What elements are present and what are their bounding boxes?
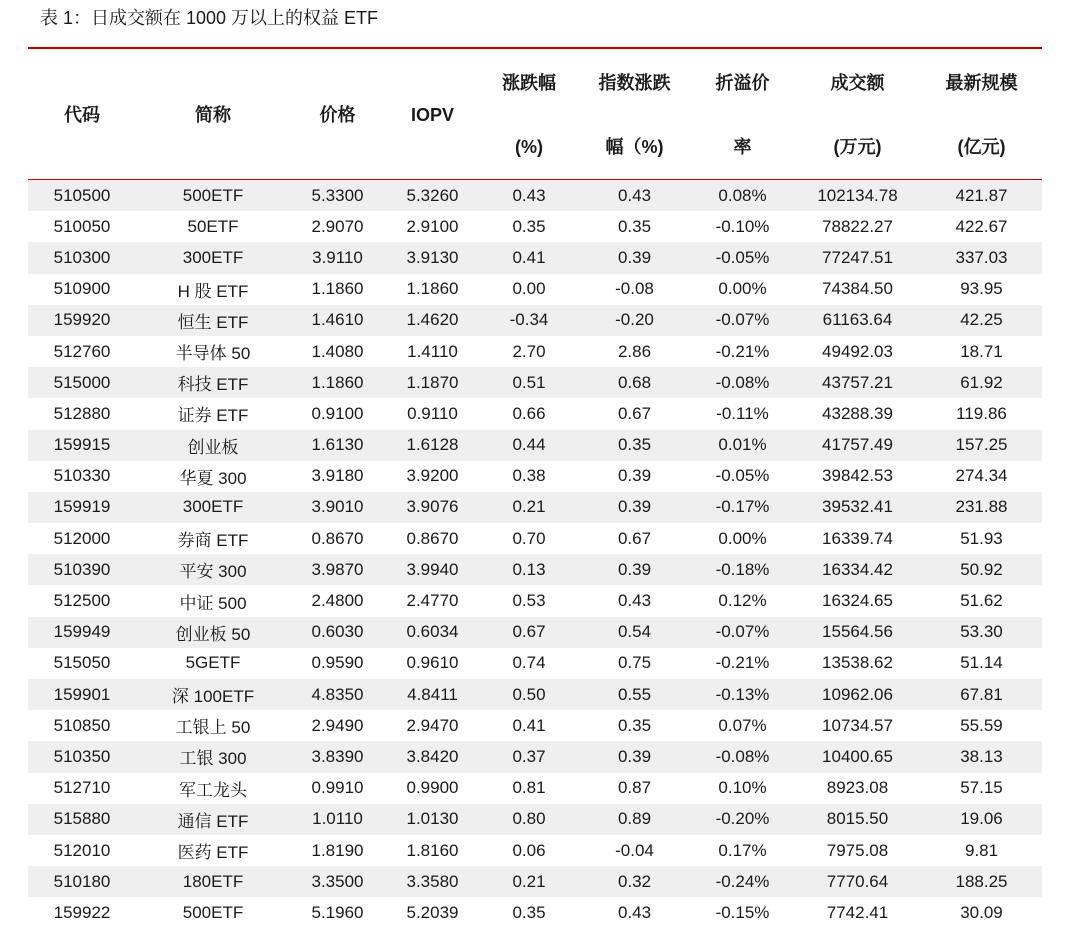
cell-price: 3.9110 xyxy=(290,242,385,273)
cell-index-change: 0.39 xyxy=(578,554,691,585)
header-turnover-line2: (万元) xyxy=(833,136,882,157)
table-row xyxy=(28,305,1042,336)
cell-name: 券商 ETF xyxy=(177,531,249,551)
cell-price: 3.9010 xyxy=(290,492,385,523)
cell-index-change: 2.86 xyxy=(617,341,652,361)
cell-premium: -0.17% xyxy=(691,492,794,523)
header-index-change xyxy=(578,50,691,180)
cell-premium: 0.12% xyxy=(718,591,767,611)
cell-change: 0.50 xyxy=(480,679,578,710)
cell-price: 3.9870 xyxy=(290,554,385,585)
cell-change: 0.21 xyxy=(480,492,578,523)
header-premium-line2: 率 xyxy=(733,136,752,157)
table-row xyxy=(28,242,1042,273)
cell-premium: -0.20% xyxy=(691,804,794,835)
header-size-line1: 最新规模 xyxy=(945,72,1018,93)
cell-iopv: 4.8411 xyxy=(385,679,480,710)
cell-turnover: 74384.50 xyxy=(822,279,893,299)
cell-premium: -0.18% xyxy=(691,554,794,585)
cell-turnover: 39532.41 xyxy=(794,492,921,523)
table-row xyxy=(28,897,1042,928)
cell-name: 300ETF xyxy=(136,242,290,273)
table-row xyxy=(28,211,1042,242)
cell-size: 50.92 xyxy=(921,554,1042,585)
cell-size: 157.25 xyxy=(921,430,1042,461)
cell-change: 0.13 xyxy=(480,554,578,585)
cell-name: 180ETF xyxy=(136,866,290,897)
cell-change: 0.06 xyxy=(512,840,546,860)
cell-change: 0.74 xyxy=(512,653,546,673)
header-index-change-line1: 指数涨跌 xyxy=(598,72,671,93)
cell-iopv: 0.6034 xyxy=(385,617,480,648)
cell-price: 3.9180 xyxy=(311,466,364,486)
cell-code: 512010 xyxy=(53,840,111,860)
cell-name: 创业板 50 xyxy=(136,617,290,648)
cell-size: 53.30 xyxy=(921,617,1042,648)
cell-name: 医药 ETF xyxy=(177,843,249,863)
header-row xyxy=(28,50,1042,180)
cell-name: 500ETF xyxy=(136,180,290,212)
cell-iopv: 3.8420 xyxy=(385,741,480,772)
cell-turnover: 10400.65 xyxy=(794,741,921,772)
cell-turnover: 7770.64 xyxy=(794,866,921,897)
cell-turnover: 77247.51 xyxy=(794,242,921,273)
table-row xyxy=(28,430,1042,461)
cell-price: 2.9490 xyxy=(311,715,364,735)
cell-code: 159915 xyxy=(28,430,136,461)
cell-iopv: 5.2039 xyxy=(406,902,459,922)
cell-premium: -0.05% xyxy=(715,466,770,486)
cell-code: 515880 xyxy=(28,804,136,835)
cell-change: 0.43 xyxy=(480,180,578,212)
cell-iopv: 1.6128 xyxy=(385,430,480,461)
cell-size: 55.59 xyxy=(960,715,1003,735)
table-row xyxy=(28,180,1042,212)
cell-price: 3.3500 xyxy=(290,866,385,897)
cell-change: 0.67 xyxy=(480,617,578,648)
cell-premium: 0.00% xyxy=(718,279,767,299)
cell-price: 2.4800 xyxy=(311,591,364,611)
cell-code: 510500 xyxy=(28,180,136,212)
table-row xyxy=(28,398,1042,429)
cell-code: 510180 xyxy=(28,866,136,897)
cell-code: 510300 xyxy=(28,242,136,273)
cell-index-change: 0.35 xyxy=(617,216,652,236)
cell-price: 1.4610 xyxy=(290,305,385,336)
cell-change: 0.80 xyxy=(480,804,578,835)
cell-index-change: -0.08 xyxy=(615,279,654,299)
cell-price: 4.8350 xyxy=(290,679,385,710)
cell-size: 61.92 xyxy=(921,367,1042,398)
cell-index-change: -0.20 xyxy=(578,305,691,336)
cell-code: 510330 xyxy=(53,466,111,486)
cell-turnover: 43757.21 xyxy=(794,367,921,398)
cell-iopv: 3.9130 xyxy=(385,242,480,273)
table-row xyxy=(28,648,1042,679)
cell-name: H 股 ETF xyxy=(177,281,249,301)
cell-code: 159922 xyxy=(53,902,111,922)
cell-change: 0.38 xyxy=(512,466,546,486)
cell-name: 半导体 50 xyxy=(175,344,251,364)
cell-turnover: 10962.06 xyxy=(794,679,921,710)
cell-premium: 0.10% xyxy=(718,778,767,798)
cell-size: 9.81 xyxy=(964,840,999,860)
cell-index-change: 0.39 xyxy=(617,466,652,486)
cell-turnover: 41757.49 xyxy=(794,430,921,461)
cell-turnover: 15564.56 xyxy=(794,617,921,648)
cell-premium: 0.01% xyxy=(691,430,794,461)
table-row xyxy=(28,679,1042,710)
header-size xyxy=(921,50,1042,180)
cell-price: 0.9100 xyxy=(311,403,364,423)
cell-premium: -0.10% xyxy=(715,216,770,236)
table-row xyxy=(28,585,1042,616)
cell-index-change: 0.35 xyxy=(617,715,652,735)
cell-size: 422.67 xyxy=(955,216,1008,236)
cell-turnover: 49492.03 xyxy=(822,341,893,361)
top-rule xyxy=(28,47,1042,49)
cell-turnover: 78822.27 xyxy=(822,216,893,236)
cell-premium: -0.24% xyxy=(691,866,794,897)
cell-name: 500ETF xyxy=(182,902,244,922)
cell-iopv: 1.1860 xyxy=(406,279,459,299)
cell-turnover: 61163.64 xyxy=(794,305,921,336)
header-iopv-label: IOPV xyxy=(410,104,454,125)
table-row xyxy=(28,773,1042,804)
cell-change: 0.44 xyxy=(480,430,578,461)
cell-turnover: 7975.08 xyxy=(826,840,889,860)
cell-premium: -0.05% xyxy=(691,242,794,273)
cell-iopv: 3.9940 xyxy=(385,554,480,585)
cell-premium: 0.08% xyxy=(691,180,794,212)
cell-name: 军工龙头 xyxy=(179,780,247,800)
cell-index-change: 0.39 xyxy=(578,492,691,523)
cell-code: 515000 xyxy=(28,367,136,398)
table-row xyxy=(28,274,1042,305)
cell-change: 2.70 xyxy=(512,341,546,361)
cell-change: -0.34 xyxy=(480,305,578,336)
cell-premium: -0.07% xyxy=(691,617,794,648)
cell-name: 50ETF xyxy=(187,216,239,236)
cell-premium: 0.00% xyxy=(718,528,767,548)
header-name-label: 简称 xyxy=(195,104,231,125)
table-row xyxy=(28,461,1042,492)
cell-index-change: 0.54 xyxy=(578,617,691,648)
table-row xyxy=(28,492,1042,523)
cell-code: 512880 xyxy=(53,403,111,423)
header-size-line2: (亿元) xyxy=(957,136,1006,157)
cell-index-change: 0.68 xyxy=(578,367,691,398)
cell-turnover: 13538.62 xyxy=(822,653,893,673)
table-row xyxy=(28,523,1042,554)
cell-price: 1.6130 xyxy=(290,430,385,461)
cell-index-change: 0.43 xyxy=(617,902,652,922)
cell-name: 平安 300 xyxy=(136,554,290,585)
cell-size: 19.06 xyxy=(921,804,1042,835)
cell-index-change: 0.67 xyxy=(617,528,652,548)
cell-size: 274.34 xyxy=(955,466,1008,486)
cell-size: 42.25 xyxy=(921,305,1042,336)
etf-table xyxy=(28,50,1042,929)
cell-name: 工银 300 xyxy=(136,741,290,772)
cell-name: 300ETF xyxy=(136,492,290,523)
cell-code: 159901 xyxy=(28,679,136,710)
cell-iopv: 5.3260 xyxy=(385,180,480,212)
cell-code: 510850 xyxy=(53,715,111,735)
cell-price: 3.8390 xyxy=(290,741,385,772)
cell-name: 创业板 xyxy=(136,430,290,461)
cell-turnover: 16334.42 xyxy=(794,554,921,585)
header-name xyxy=(136,50,290,180)
header-code xyxy=(28,50,136,180)
cell-iopv: 2.4770 xyxy=(406,591,459,611)
cell-iopv: 3.3580 xyxy=(385,866,480,897)
table-row xyxy=(28,835,1042,866)
cell-change: 0.41 xyxy=(512,715,546,735)
cell-premium: -0.11% xyxy=(716,403,769,423)
etf-table-body xyxy=(28,180,1042,929)
cell-size: 57.15 xyxy=(960,778,1003,798)
cell-index-change: 0.55 xyxy=(578,679,691,710)
cell-price: 5.1960 xyxy=(311,902,364,922)
cell-price: 1.4080 xyxy=(311,341,364,361)
table-row xyxy=(28,617,1042,648)
cell-code: 510900 xyxy=(53,279,111,299)
cell-iopv: 1.4620 xyxy=(385,305,480,336)
cell-turnover: 16324.65 xyxy=(822,591,893,611)
cell-change: 0.35 xyxy=(512,216,546,236)
cell-price: 1.1860 xyxy=(311,279,364,299)
cell-turnover: 10734.57 xyxy=(822,715,893,735)
cell-premium: 0.07% xyxy=(718,715,767,735)
cell-iopv: 2.9470 xyxy=(406,715,459,735)
cell-size: 51.62 xyxy=(960,591,1003,611)
cell-size: 51.14 xyxy=(960,653,1003,673)
cell-price: 0.8670 xyxy=(311,528,364,548)
cell-turnover: 39842.53 xyxy=(822,466,893,486)
cell-size: 51.93 xyxy=(960,528,1003,548)
cell-change: 0.53 xyxy=(512,591,546,611)
cell-code: 159919 xyxy=(28,492,136,523)
table-row xyxy=(28,367,1042,398)
header-change-line2: (%) xyxy=(515,136,543,157)
cell-change: 0.70 xyxy=(512,528,546,548)
cell-iopv: 1.4110 xyxy=(407,341,458,361)
cell-price: 2.9070 xyxy=(311,216,364,236)
cell-iopv: 1.1870 xyxy=(385,367,480,398)
cell-turnover: 102134.78 xyxy=(794,180,921,212)
cell-code: 510350 xyxy=(28,741,136,772)
table-row xyxy=(28,336,1042,367)
cell-code: 512500 xyxy=(53,591,111,611)
cell-price: 1.8190 xyxy=(311,840,364,860)
cell-price: 0.9910 xyxy=(311,778,364,798)
cell-name: 证券 ETF xyxy=(177,406,249,426)
cell-change: 0.00 xyxy=(512,279,546,299)
header-premium-line1: 折溢价 xyxy=(715,72,770,93)
cell-index-change: 0.43 xyxy=(617,591,652,611)
cell-index-change: 0.75 xyxy=(617,653,652,673)
header-change-line1: 涨跌幅 xyxy=(502,72,556,93)
header-premium xyxy=(691,50,794,180)
cell-premium: -0.08% xyxy=(691,367,794,398)
cell-size: 119.86 xyxy=(956,403,1007,423)
cell-iopv: 0.9900 xyxy=(406,778,459,798)
cell-size: 231.88 xyxy=(921,492,1042,523)
header-index-change-line2: 幅（%) xyxy=(605,136,664,157)
cell-index-change: 0.32 xyxy=(578,866,691,897)
cell-turnover: 16339.74 xyxy=(822,528,893,548)
cell-size: 421.87 xyxy=(921,180,1042,212)
cell-change: 0.41 xyxy=(480,242,578,273)
cell-price: 0.9590 xyxy=(311,653,364,673)
cell-size: 67.81 xyxy=(921,679,1042,710)
header-iopv xyxy=(385,50,480,180)
cell-size: 38.13 xyxy=(921,741,1042,772)
header-price xyxy=(290,50,385,180)
cell-change: 0.35 xyxy=(512,902,546,922)
cell-premium: -0.21% xyxy=(715,653,770,673)
cell-index-change: 0.43 xyxy=(578,180,691,212)
cell-iopv: 1.8160 xyxy=(406,840,459,860)
table-row xyxy=(28,866,1042,897)
cell-price: 1.1860 xyxy=(290,367,385,398)
cell-size: 18.71 xyxy=(960,341,1003,361)
cell-code: 159949 xyxy=(28,617,136,648)
cell-name: 通信 ETF xyxy=(136,804,290,835)
table-row xyxy=(28,804,1042,835)
cell-code: 515050 xyxy=(53,653,111,673)
cell-size: 30.09 xyxy=(960,902,1003,922)
cell-index-change: 0.67 xyxy=(617,403,652,423)
cell-code: 512000 xyxy=(53,528,111,548)
cell-iopv: 3.9076 xyxy=(385,492,480,523)
cell-iopv: 0.8670 xyxy=(406,528,459,548)
cell-code: 512710 xyxy=(53,778,111,798)
cell-code: 510050 xyxy=(53,216,111,236)
cell-turnover: 8923.08 xyxy=(826,778,889,798)
cell-index-change: 0.39 xyxy=(578,242,691,273)
cell-index-change: 0.35 xyxy=(578,430,691,461)
cell-change: 0.81 xyxy=(512,778,546,798)
cell-iopv: 2.9100 xyxy=(406,216,459,236)
cell-code: 512760 xyxy=(53,341,111,361)
cell-name: 中证 500 xyxy=(179,593,247,613)
cell-name: 工银上 50 xyxy=(175,718,251,738)
cell-name: 深 100ETF xyxy=(136,679,290,710)
cell-iopv: 0.9110 xyxy=(407,403,458,423)
cell-index-change: 0.89 xyxy=(578,804,691,835)
cell-premium: -0.21% xyxy=(715,341,770,361)
header-change xyxy=(480,50,578,180)
cell-change: 0.66 xyxy=(512,403,546,423)
cell-change: 0.21 xyxy=(480,866,578,897)
cell-index-change: 0.87 xyxy=(617,778,652,798)
cell-change: 0.51 xyxy=(480,367,578,398)
header-price-label: 价格 xyxy=(319,104,356,125)
table-row xyxy=(28,710,1042,741)
cell-name: 恒生 ETF xyxy=(136,305,290,336)
cell-size: 93.95 xyxy=(960,279,1003,299)
cell-code: 159920 xyxy=(28,305,136,336)
cell-name: 华夏 300 xyxy=(179,468,247,488)
cell-index-change: 0.39 xyxy=(578,741,691,772)
cell-turnover: 7742.41 xyxy=(826,902,889,922)
cell-premium: 0.17% xyxy=(718,840,767,860)
cell-name: 5GETF xyxy=(185,653,241,673)
table-row xyxy=(28,554,1042,585)
table-title: 表 1：日成交额在 1000 万以上的权益 ETF xyxy=(40,8,379,28)
cell-iopv: 0.9610 xyxy=(406,653,459,673)
cell-premium: -0.15% xyxy=(715,902,770,922)
cell-name: 科技 ETF xyxy=(136,367,290,398)
table-row xyxy=(28,741,1042,772)
header-code-label: 代码 xyxy=(64,104,100,125)
cell-code: 510390 xyxy=(28,554,136,585)
cell-size: 188.25 xyxy=(921,866,1042,897)
cell-price: 5.3300 xyxy=(290,180,385,212)
cell-iopv: 1.0130 xyxy=(385,804,480,835)
cell-turnover: 8015.50 xyxy=(794,804,921,835)
header-turnover xyxy=(794,50,921,180)
cell-change: 0.37 xyxy=(480,741,578,772)
cell-premium: -0.08% xyxy=(691,741,794,772)
cell-size: 337.03 xyxy=(921,242,1042,273)
cell-price: 0.6030 xyxy=(290,617,385,648)
cell-premium: -0.13% xyxy=(691,679,794,710)
cell-iopv: 3.9200 xyxy=(406,466,459,486)
header-turnover-line1: 成交额 xyxy=(830,72,885,93)
cell-premium: -0.07% xyxy=(691,305,794,336)
cell-turnover: 43288.39 xyxy=(822,403,893,423)
cell-index-change: -0.04 xyxy=(615,840,654,860)
cell-price: 1.0110 xyxy=(290,804,385,835)
